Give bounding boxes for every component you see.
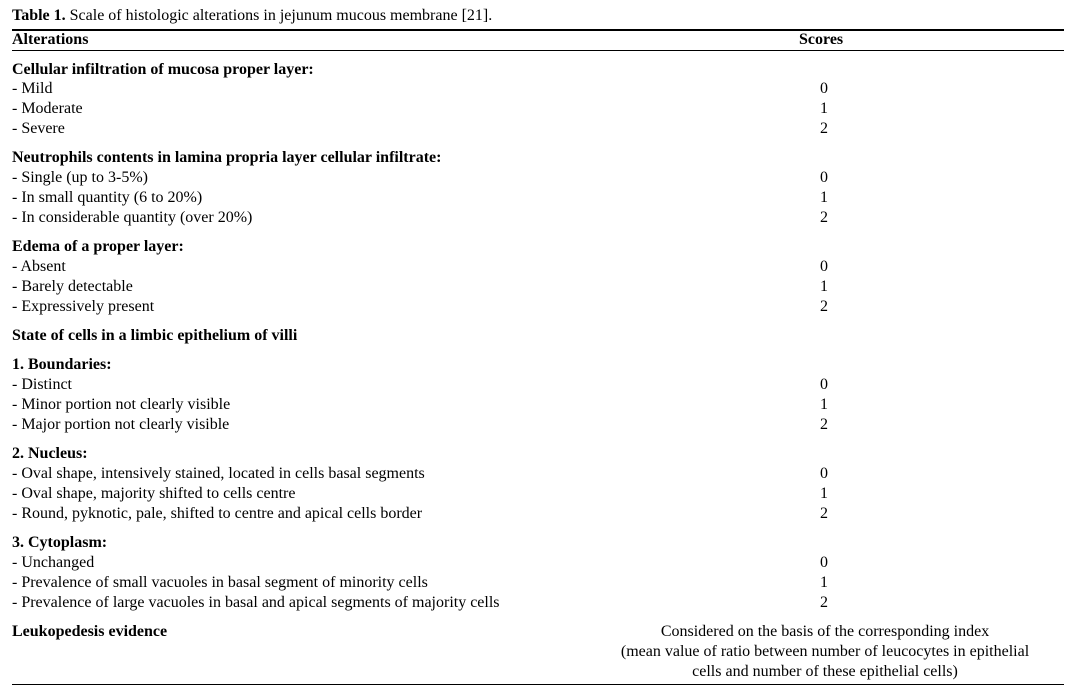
- item-label: - Round, pyknotic, pale, shifted to centre and apical cells border: [12, 505, 423, 522]
- section-title: Neutrophils contents in lamina propria layer cellular infiltrate:: [12, 149, 442, 166]
- section-title: State of cells in a limbic epithelium of villi: [12, 327, 298, 344]
- item-label: - Mild: [12, 80, 53, 97]
- leukopedesis-note-line: cells and number of these epithelial cells): [692, 663, 958, 680]
- item-score: 1: [820, 100, 828, 117]
- item-score: 2: [820, 298, 828, 315]
- leukopedesis-note-line: (mean value of ratio between number of leucocytes in epithelial: [620, 643, 1030, 660]
- item-score: 0: [820, 465, 828, 482]
- table-caption-text: Scale of histologic alterations in jejunum mucous membrane [21].: [69, 7, 493, 24]
- item-score: 2: [820, 505, 828, 522]
- item-label: - Expressively present: [12, 298, 155, 315]
- table-caption: [12, 6, 492, 26]
- item-score: 1: [820, 189, 828, 206]
- item-label: - In small quantity (6 to 20%): [12, 189, 203, 206]
- table-caption-label: Table 1.: [12, 7, 66, 24]
- item-label: - Unchanged: [12, 554, 95, 571]
- item-label: - Moderate: [12, 100, 83, 117]
- item-label: - Single (up to 3-5%): [12, 169, 148, 186]
- item-label: - Major portion not clearly visible: [12, 416, 230, 433]
- item-score: 1: [820, 485, 828, 502]
- item-score: 0: [820, 80, 828, 97]
- item-label: - Absent: [12, 258, 66, 275]
- item-label: - Oval shape, intensively stained, located in cells basal segments: [12, 465, 425, 482]
- leukopedesis-note-line: Considered on the basis of the corresponding index: [660, 623, 990, 640]
- header-scores: Scores: [799, 31, 844, 48]
- item-score: 0: [820, 376, 828, 393]
- header-rule: [12, 50, 1064, 51]
- section-title: 2. Nucleus:: [12, 445, 88, 462]
- item-score: 2: [820, 416, 828, 433]
- item-label: - Barely detectable: [12, 278, 133, 295]
- item-score: 0: [820, 169, 828, 186]
- item-score: 1: [820, 396, 828, 413]
- item-label: - Minor portion not clearly visible: [12, 396, 231, 413]
- section-title: 1. Boundaries:: [12, 356, 112, 373]
- item-score: 2: [820, 209, 828, 226]
- item-label: - Prevalence of large vacuoles in basal and apical segments of majority cells: [12, 594, 500, 611]
- item-score: 2: [820, 120, 828, 137]
- bottom-rule: [12, 684, 1064, 685]
- header-alterations: Alterations: [12, 31, 89, 48]
- item-label: - In considerable quantity (over 20%): [12, 209, 253, 226]
- section-title: 3. Cytoplasm:: [12, 534, 108, 551]
- item-score: 1: [820, 574, 828, 591]
- item-label: - Distinct: [12, 376, 72, 393]
- section-title: Leukopedesis evidence: [12, 623, 168, 640]
- top-rule: [12, 29, 1064, 31]
- section-title: Cellular infiltration of mucosa proper layer:: [12, 61, 314, 78]
- item-score: 0: [820, 554, 828, 571]
- item-score: 1: [820, 278, 828, 295]
- item-score: 0: [820, 258, 828, 275]
- item-label: - Severe: [12, 120, 65, 137]
- section-title: Edema of a proper layer:: [12, 238, 184, 255]
- leukopedesis-note: [592, 622, 1058, 682]
- item-score: 2: [820, 594, 828, 611]
- item-label: - Oval shape, majority shifted to cells centre: [12, 485, 296, 502]
- item-label: - Prevalence of small vacuoles in basal segment of minority cells: [12, 574, 428, 591]
